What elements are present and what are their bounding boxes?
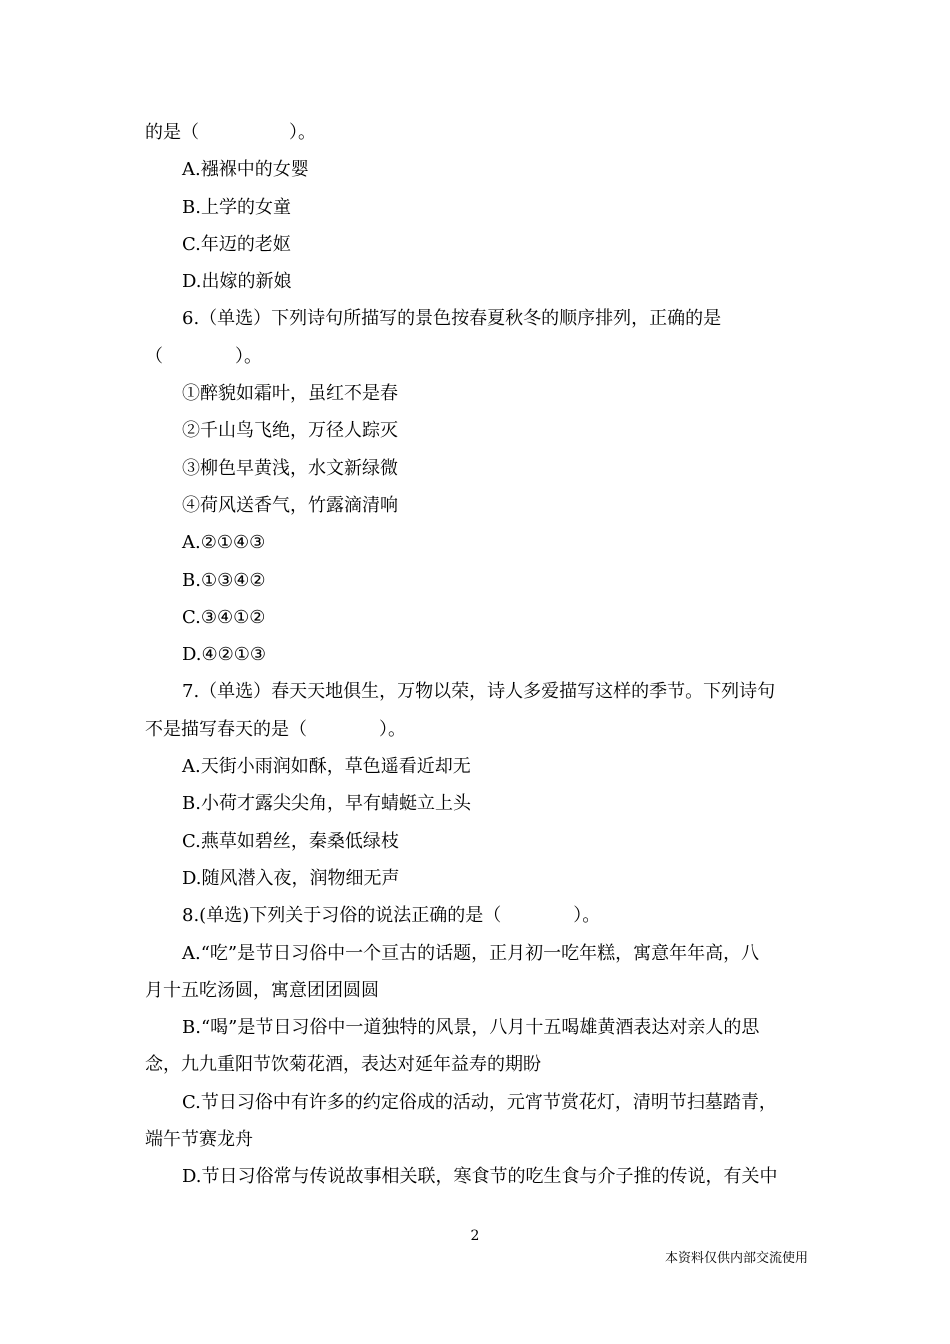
question-5-stem-end: 的是（ ）。: [145, 122, 316, 143]
q5-option-a: A.襁褓中的女婴: [182, 159, 309, 181]
question-8-stem: 8.(单选)下列关于习俗的说法正确的是（ ）。: [182, 905, 601, 927]
q5-option-b: B.上学的女童: [182, 196, 291, 218]
q6-option-c: C.③④①②: [182, 606, 266, 628]
q8-option-a: A.“吃”是节日习俗中一个亘古的话题，正月初一吃年糕，寓意年年高，八: [182, 942, 760, 964]
q8-option-b-cont: 念，九九重阳节饮菊花酒，表达对延年益寿的期盼: [145, 1054, 541, 1076]
q6-option-d: D.④②①③: [182, 644, 267, 666]
q8-option-c: C.节日习俗中有许多的约定俗成的活动，元宵节赏花灯，清明节扫墓踏青，: [182, 1091, 777, 1113]
q7-option-b: B.小荷才露尖尖角，早有蜻蜓立上头: [182, 793, 471, 815]
footer-note: 本资料仅供内部交流使用: [664, 1251, 808, 1266]
q8-option-a-cont: 月十五吃汤圆，寓意团团圆圆: [145, 979, 379, 1001]
question-6-stem: 6.（单选）下列诗句所描写的景色按春夏秋冬的顺序排列，正确的是: [182, 308, 722, 330]
question-content: [145, 114, 810, 1196]
q6-poem-1: ①醉貌如霜叶，虽红不是春: [182, 383, 398, 405]
q7-option-c: C.燕草如碧丝，秦桑低绿枝: [182, 830, 399, 852]
question-7-stem-end: 不是描写春天的是（ ）。: [145, 718, 406, 740]
q6-poem-3: ③柳色早黄浅，水文新绿微: [182, 457, 398, 479]
page-number: 2: [470, 1228, 480, 1244]
question-7-stem: 7.（单选）春天天地俱生，万物以荣，诗人多爱描写这样的季节。下列诗句: [182, 681, 776, 703]
q7-option-d: D.随风潜入夜，润物细无声: [182, 867, 400, 889]
q6-poem-2: ②千山鸟飞绝，万径人踪灭: [182, 420, 398, 442]
q5-option-c: C.年迈的老妪: [182, 233, 291, 255]
q8-option-b: B.“喝”是节日习俗中一道独特的风景，八月十五喝雄黄酒表达对亲人的思: [182, 1017, 760, 1039]
q6-option-b: B.①③④②: [182, 569, 266, 591]
q8-option-d: D.节日习俗常与传说故事相关联，寒食节的吃生食与介子推的传说，有关中: [182, 1166, 778, 1188]
question-6-stem-end: （ ）。: [145, 345, 262, 367]
q5-option-d: D.出嫁的新娘: [182, 271, 292, 293]
q8-option-c-cont: 端午节赛龙舟: [145, 1129, 253, 1151]
q6-option-a: A.②①④③: [182, 532, 266, 554]
q6-poem-4: ④荷风送香气，竹露滴清响: [182, 494, 398, 516]
q7-option-a: A.天街小雨润如酥，草色遥看近却无: [182, 756, 471, 778]
